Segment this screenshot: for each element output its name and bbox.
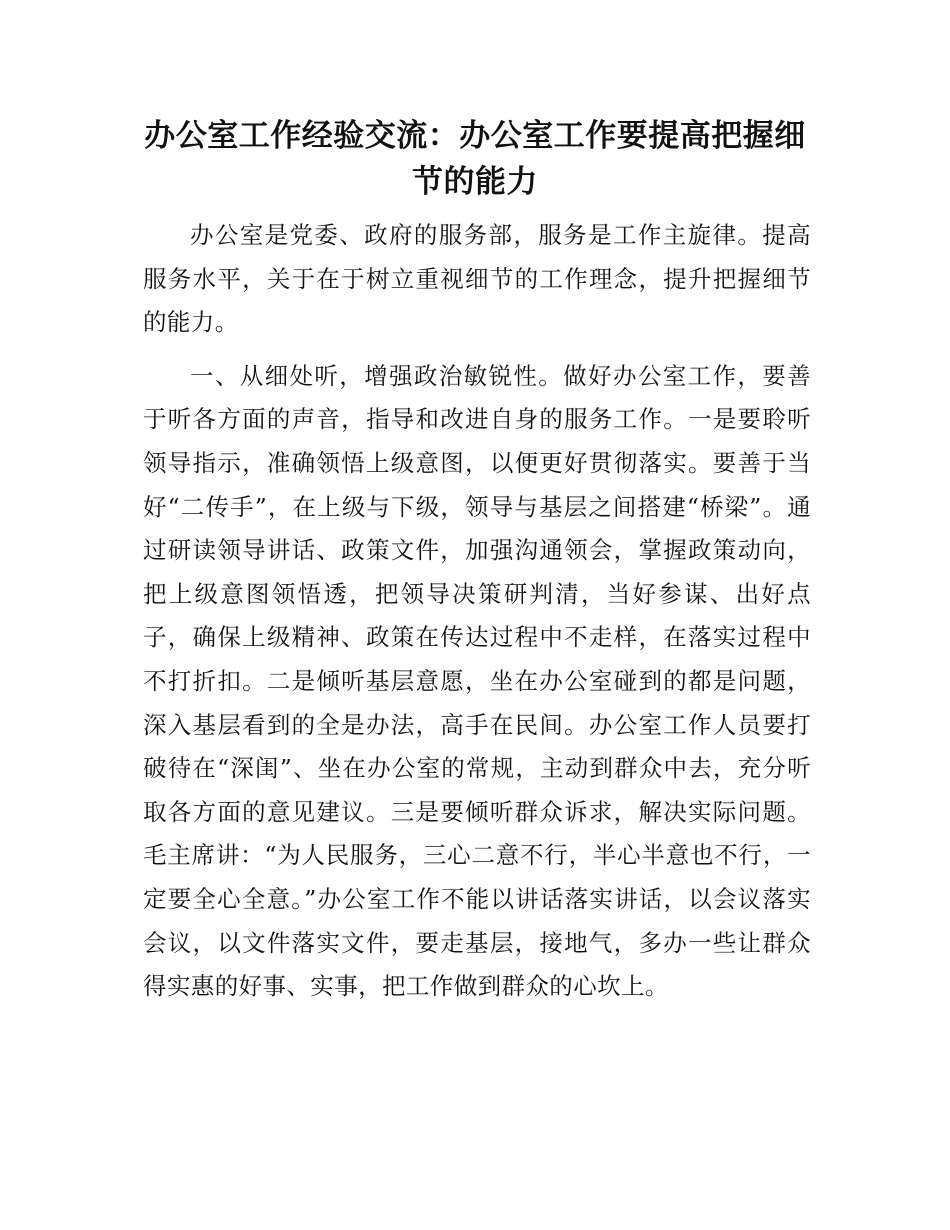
intro-paragraph: 办公室是党委、政府的服务部，服务是工作主旋律。提高服务水平，关于在于树立重视细节的工作理念，提升把握细节的能力。 xyxy=(143,221,811,337)
document-title: 办公室工作经验交流：办公室工作要提高把握细节的能力 xyxy=(144,118,806,200)
document-body xyxy=(143,214,811,1019)
section-one-paragraph: 一、从细处听，增强政治敏锐性。做好办公室工作，要善于听各方面的声音，指导和改进自身的服务工作。一是要聆听领导指示，准确领悟上级意图，以便更好贯彻落实。要善于当好“二传手”，在上级与下级，领导与基层之间搭建“桥梁”。通过研读领导讲话、政策文件，加强沟通领会，掌握政策动向，把上级意图领悟透，把领导决策研判清，当好参谋、出好点子，确保上级精神、政策在传达过程中不走样，在落实过程中不打折扣。二是倾听基层意愿，坐在办公室碰到的都是问题，深入基层看到的全是办法，高手在民间。办公室工作人员要打破待在“深闺”、坐在办公室的常规，主动到群众中去，充分听取各方面的意见建议。三是要倾听群众诉求，解决实际问题。毛主席讲：“为人民服务，三心二意不行，半心半意也不行，一定要全心全意。”办公室工作不能以讲话落实讲话，以会议落实会议，以文件落实文件，要走基层，接地气，多办一些让群众得实惠的好事、实事，把工作做到群众的心坎上。 xyxy=(143,361,811,1001)
